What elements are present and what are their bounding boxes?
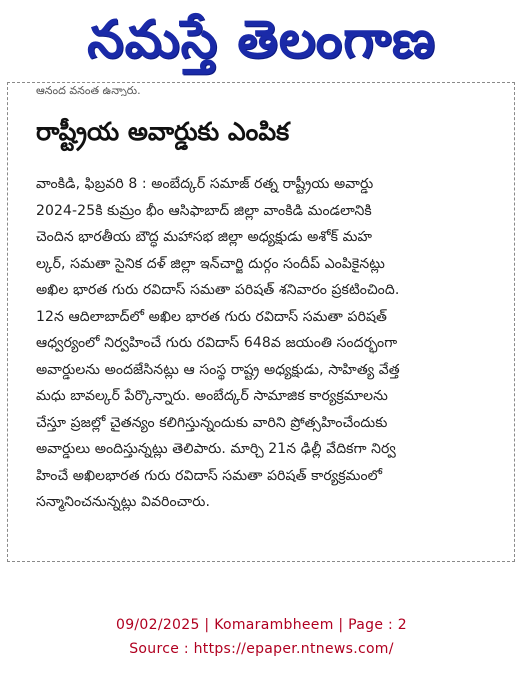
masthead [0,0,523,80]
news-clipping [7,82,515,562]
article-line: చేస్తూ ప్రజల్లో చైతన్యం కలిగిస్తున్నందుకు వారిని ప్రోత్సహించేందుకు [36,414,388,431]
article-line: వాంకిడి, ఫిబ్రవరి 8 : అంబేద్కర్ సమాజ్ రత్న రాష్ట్రీయ అవార్డు [36,176,374,192]
article-line: హించే అఖిలభారత గురు రవిదాస్ సమతా పరిషత్ కార్యక్రమంలో [36,467,383,484]
cut-off-text: ఆనంద వ‌నంత ఉన్నారు. [36,86,141,96]
article-headline: రాష్ట్రీయ అవార్డుకు ఎంపిక [36,117,290,146]
article-line: చెందిన భారతీయ బౌద్ధ మహాసభ జిల్లా అధ్యక్షుడు అశోక్ మహ [36,229,373,245]
article-line: ల్కర్, సమతా సైనిక దళ్ జిల్లా ఇన్‌చార్జి దుర్గం సందీప్ ఎంపికైనట్లు [36,255,386,272]
article-line: అవార్డులను అందజేసినట్లు ఆ సంస్థ రాష్ట్ర అధ్యక్షుడు, సాహిత్య వేత్త [36,361,400,378]
article-body [36,171,496,516]
article-line: సన్మానించనున్నట్లు వివరించారు. [36,494,211,510]
article-line: అఖిల భారత గురు రవిదాస్ సమతా పరిషత్ శనివారం ప్రకటించింది. [36,282,400,298]
article-line: అవార్డులు అందిస్తున్నట్లు తెలిపారు. మార్చి 21న ఢిల్లీ వేదికగా నిర్వ [36,441,396,457]
article-line: ఆధ్వర్యంలో నిర్వహించే గురు రవిదాస్ 648వ జయంతి సందర్భంగా [36,335,398,351]
masthead-title: నమస్తే తెలంగాణ [87,9,436,70]
source-caption: Source : https://epaper.ntnews.com/ [129,641,394,657]
date-edition-caption: 09/02/2025 | Komarambheem | Page : 2 [115,617,407,633]
article-line: 12న ఆదిలాబాద్‌లో అఖిల భారత గురు రవిదాస్ సమతా పరిషత్ [36,308,388,325]
article-line: 2024-25కి కుమ్రం భీం ఆసిఫాబాద్ జిల్లా వాంకిడి మండలానికి [36,202,372,219]
article-line: మధు బావల్కర్ పేర్కొన్నారు. అంబేద్కర్ సామాజిక కార్యక్రమాలను [36,388,388,404]
